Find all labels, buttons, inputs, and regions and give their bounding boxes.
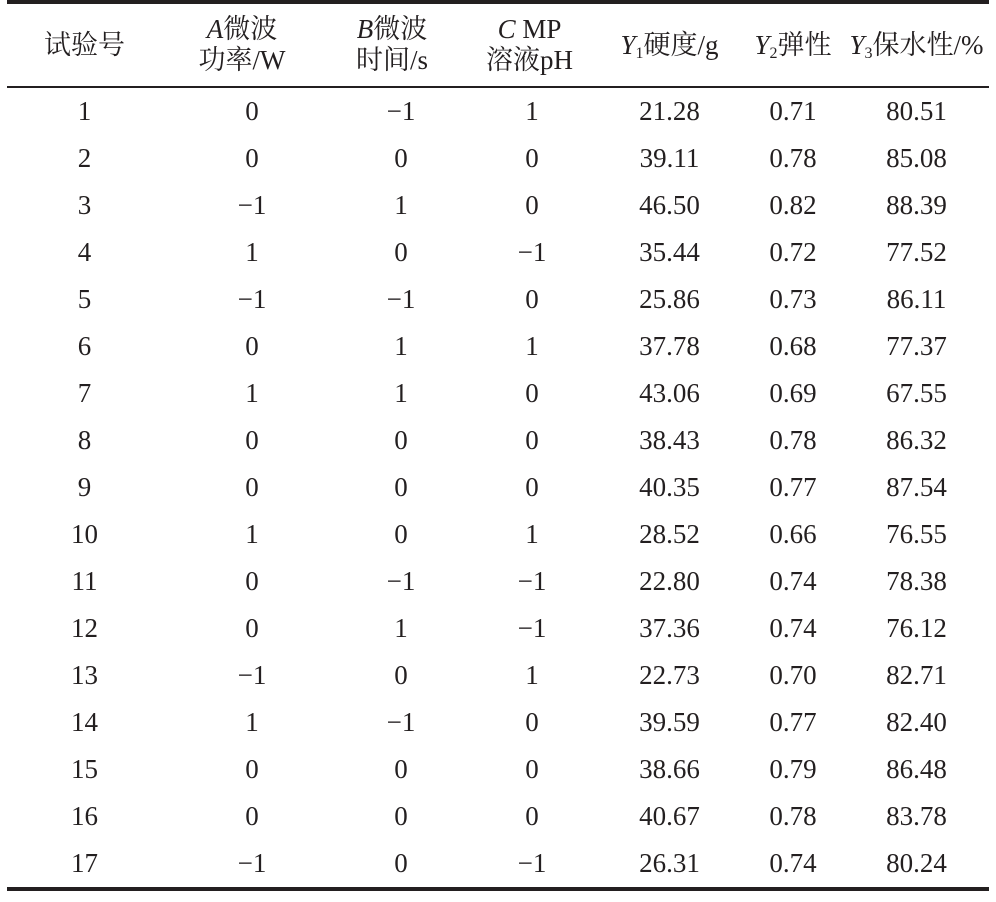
table-row [7, 652, 989, 699]
cell-y3: 86.48 [886, 754, 947, 784]
cell-c [462, 135, 597, 182]
cell-y2: 0.69 [769, 378, 817, 408]
cell-b [322, 182, 462, 229]
cell-y1: 28.52 [639, 519, 700, 549]
table-row [7, 229, 989, 276]
cell-trial-no: 3 [77, 190, 92, 220]
cell-c [462, 370, 597, 417]
cell-y3: 86.32 [886, 425, 947, 455]
cell-y2: 0.66 [769, 519, 817, 549]
cell-b [322, 699, 462, 746]
header-c-line2: 溶液pH [486, 45, 573, 75]
cell-a [162, 370, 322, 417]
cell-y3: 67.55 [886, 378, 947, 408]
cell-b [322, 417, 462, 464]
cell-y3: 82.40 [886, 707, 947, 737]
cell-y1: 38.43 [639, 425, 700, 455]
cell-a-value: 0 [245, 566, 259, 596]
cell-c [462, 840, 597, 889]
header-b-line2: 时间/s [355, 45, 428, 75]
cell-c-value: 0 [525, 378, 539, 408]
cell-c-value: −1 [517, 613, 547, 643]
cell-b [322, 511, 462, 558]
cell-b-value: 0 [394, 425, 408, 455]
cell-c [462, 605, 597, 652]
cell-trial-no: 9 [77, 472, 92, 502]
header-y3-sub: 3 [864, 44, 873, 62]
cell-trial-no: 6 [77, 331, 92, 361]
cell-y2: 0.72 [769, 237, 817, 267]
cell-c [462, 746, 597, 793]
cell-b-value: 0 [394, 801, 408, 831]
cell-a-value: 0 [245, 425, 259, 455]
cell-b-value: 1 [394, 613, 408, 643]
cell-trial-no: 13 [71, 660, 98, 690]
cell-b-value: −1 [386, 96, 416, 126]
cell-y3: 77.52 [886, 237, 947, 267]
header-c-text: MP [515, 14, 562, 44]
cell-trial-no: 11 [71, 566, 98, 596]
cell-b [322, 276, 462, 323]
cell-y3: 76.12 [886, 613, 947, 643]
cell-a-value: 0 [245, 143, 259, 173]
cell-a-value: 0 [245, 331, 259, 361]
cell-a-value: 0 [245, 613, 259, 643]
cell-y2: 0.77 [769, 707, 817, 737]
cell-a [162, 746, 322, 793]
cell-c-value: 0 [525, 707, 539, 737]
cell-y1: 46.50 [639, 190, 700, 220]
table-row [7, 135, 989, 182]
table-row [7, 511, 989, 558]
cell-trial-no: 2 [77, 143, 92, 173]
cell-y1: 40.67 [639, 801, 700, 831]
table-row [7, 417, 989, 464]
header-a-var: A [206, 14, 224, 44]
cell-c-value: 0 [525, 284, 539, 314]
cell-y2: 0.74 [769, 566, 817, 596]
cell-c-value: 0 [525, 143, 539, 173]
cell-c-value: 0 [525, 754, 539, 784]
cell-c [462, 699, 597, 746]
cell-trial-no: 12 [71, 613, 98, 643]
cell-y1: 21.28 [639, 96, 700, 126]
cell-a-value: −1 [237, 660, 267, 690]
cell-b [322, 793, 462, 840]
cell-b-value: 0 [394, 472, 408, 502]
cell-trial-no: 10 [71, 519, 98, 549]
cell-b-value: 0 [394, 519, 408, 549]
cell-y2: 0.78 [769, 801, 817, 831]
table-row [7, 182, 989, 229]
cell-y1: 43.06 [639, 378, 700, 408]
cell-c-value: 1 [525, 660, 539, 690]
cell-c-value: 1 [525, 519, 539, 549]
cell-a-value: −1 [237, 190, 267, 220]
cell-y1: 39.59 [639, 707, 700, 737]
cell-y3: 77.37 [886, 331, 947, 361]
table-row [7, 558, 989, 605]
cell-b [322, 370, 462, 417]
cell-y2: 0.70 [769, 660, 817, 690]
cell-c [462, 323, 597, 370]
header-y1-var: Y [620, 29, 636, 60]
cell-a [162, 229, 322, 276]
header-b-text: 微波 [373, 14, 428, 44]
header-a-line2: 功率/W [198, 45, 286, 75]
cell-y2: 0.77 [769, 472, 817, 502]
cell-c-value: 0 [525, 425, 539, 455]
cell-a [162, 699, 322, 746]
cell-c-value: 0 [525, 472, 539, 502]
cell-b-value: 0 [394, 143, 408, 173]
cell-b-value: −1 [386, 284, 416, 314]
cell-y3: 87.54 [886, 472, 947, 502]
cell-y2: 0.74 [769, 613, 817, 643]
cell-c [462, 417, 597, 464]
cell-trial-no: 16 [71, 801, 98, 831]
header-y1-sub: 1 [635, 44, 644, 62]
cell-b-value: −1 [386, 707, 416, 737]
cell-c-value: 0 [525, 801, 539, 831]
table-row [7, 276, 989, 323]
cell-b-value: 0 [394, 237, 408, 267]
cell-c-value: 1 [525, 96, 539, 126]
cell-a [162, 840, 322, 889]
cell-b [322, 652, 462, 699]
cell-y3: 76.55 [886, 519, 947, 549]
cell-y1: 25.86 [639, 284, 700, 314]
cell-y2: 0.78 [769, 425, 817, 455]
cell-a-value: 1 [245, 237, 259, 267]
cell-y1: 40.35 [639, 472, 700, 502]
cell-trial-no: 14 [71, 707, 98, 737]
header-a-text: 微波 [223, 14, 278, 44]
header-microwave-time [322, 2, 462, 87]
cell-a [162, 793, 322, 840]
header-row [7, 2, 989, 87]
table-row [7, 746, 989, 793]
cell-y2: 0.74 [769, 848, 817, 878]
cell-a [162, 135, 322, 182]
cell-b [322, 840, 462, 889]
cell-a [162, 652, 322, 699]
table-row [7, 370, 989, 417]
cell-b [322, 135, 462, 182]
cell-trial-no: 4 [77, 237, 92, 267]
table-row [7, 464, 989, 511]
table-row [7, 323, 989, 370]
cell-b-value: 1 [394, 190, 408, 220]
cell-y3: 80.51 [886, 96, 947, 126]
cell-a-value: −1 [237, 284, 267, 314]
cell-a-value: 1 [245, 707, 259, 737]
cell-a [162, 182, 322, 229]
cell-trial-no: 15 [71, 754, 98, 784]
cell-b [322, 87, 462, 135]
header-microwave-power [162, 2, 322, 87]
cell-b [322, 323, 462, 370]
cell-a [162, 276, 322, 323]
header-y1-hardness [597, 2, 742, 87]
cell-b [322, 464, 462, 511]
cell-trial-no: 17 [71, 848, 98, 878]
cell-trial-no: 1 [77, 96, 92, 126]
header-c-var: C [497, 14, 516, 44]
header-y3-water-retention [844, 2, 989, 87]
cell-c-value: −1 [517, 566, 547, 596]
cell-c [462, 558, 597, 605]
table-row [7, 840, 989, 889]
cell-y2: 0.73 [769, 284, 817, 314]
cell-a [162, 511, 322, 558]
cell-a-value: 1 [245, 519, 259, 549]
table-row [7, 699, 989, 746]
cell-y1: 22.73 [639, 660, 700, 690]
table-row [7, 87, 989, 135]
cell-c [462, 793, 597, 840]
cell-b-value: 1 [394, 378, 408, 408]
table-body [7, 87, 989, 889]
header-y1-text: 硬度/g [643, 29, 719, 60]
cell-trial-no: 7 [77, 378, 92, 408]
cell-a-value: 0 [245, 754, 259, 784]
cell-c [462, 464, 597, 511]
cell-b [322, 229, 462, 276]
cell-b [322, 605, 462, 652]
cell-y1: 26.31 [639, 848, 700, 878]
cell-y2: 0.71 [769, 96, 817, 126]
header-b-var: B [356, 14, 374, 44]
table-row [7, 605, 989, 652]
cell-y1: 38.66 [639, 754, 700, 784]
cell-c [462, 652, 597, 699]
cell-y1: 37.36 [639, 613, 700, 643]
header-y2-text: 弹性 [777, 29, 832, 60]
cell-y3: 78.38 [886, 566, 947, 596]
cell-a-value: 0 [245, 801, 259, 831]
header-y2-var: Y [754, 29, 770, 60]
cell-y1: 22.80 [639, 566, 700, 596]
table-row [7, 793, 989, 840]
cell-y3: 88.39 [886, 190, 947, 220]
cell-y2: 0.82 [769, 190, 817, 220]
cell-a-value: 0 [245, 472, 259, 502]
header-y3-text: 保水性/% [872, 29, 984, 60]
cell-trial-no: 8 [77, 425, 92, 455]
cell-y1: 39.11 [639, 143, 700, 173]
cell-c [462, 87, 597, 135]
cell-a-value: −1 [237, 848, 267, 878]
header-y3-var: Y [849, 29, 865, 60]
cell-a-value: 0 [245, 96, 259, 126]
cell-c-value: −1 [517, 848, 547, 878]
header-y2-elasticity [742, 2, 844, 87]
cell-c-value: 1 [525, 331, 539, 361]
cell-a [162, 87, 322, 135]
cell-a-value: 1 [245, 378, 259, 408]
cell-b-value: 0 [394, 848, 408, 878]
cell-b [322, 558, 462, 605]
cell-c [462, 229, 597, 276]
cell-a [162, 605, 322, 652]
cell-y1: 37.78 [639, 331, 700, 361]
cell-y2: 0.68 [769, 331, 817, 361]
header-y2-sub: 2 [769, 44, 778, 62]
cell-a [162, 323, 322, 370]
header-trial-no: 试验号 [44, 29, 125, 60]
cell-a [162, 558, 322, 605]
header-mp-ph [462, 2, 597, 87]
cell-y3: 83.78 [886, 801, 947, 831]
cell-b [322, 746, 462, 793]
cell-c [462, 182, 597, 229]
cell-y1: 35.44 [639, 237, 700, 267]
cell-a [162, 417, 322, 464]
cell-b-value: 0 [394, 754, 408, 784]
cell-y2: 0.79 [769, 754, 817, 784]
cell-b-value: −1 [386, 566, 416, 596]
cell-c-value: 0 [525, 190, 539, 220]
cell-y3: 82.71 [886, 660, 947, 690]
cell-trial-no: 5 [77, 284, 92, 314]
experiment-table [7, 0, 989, 891]
cell-a [162, 464, 322, 511]
cell-y3: 85.08 [886, 143, 947, 173]
cell-c [462, 276, 597, 323]
table-container [7, 0, 989, 891]
cell-b-value: 0 [394, 660, 408, 690]
cell-y3: 86.11 [886, 284, 947, 314]
cell-y2: 0.78 [769, 143, 817, 173]
cell-y3: 80.24 [886, 848, 947, 878]
cell-b-value: 1 [394, 331, 408, 361]
cell-c-value: −1 [517, 237, 547, 267]
cell-c [462, 511, 597, 558]
